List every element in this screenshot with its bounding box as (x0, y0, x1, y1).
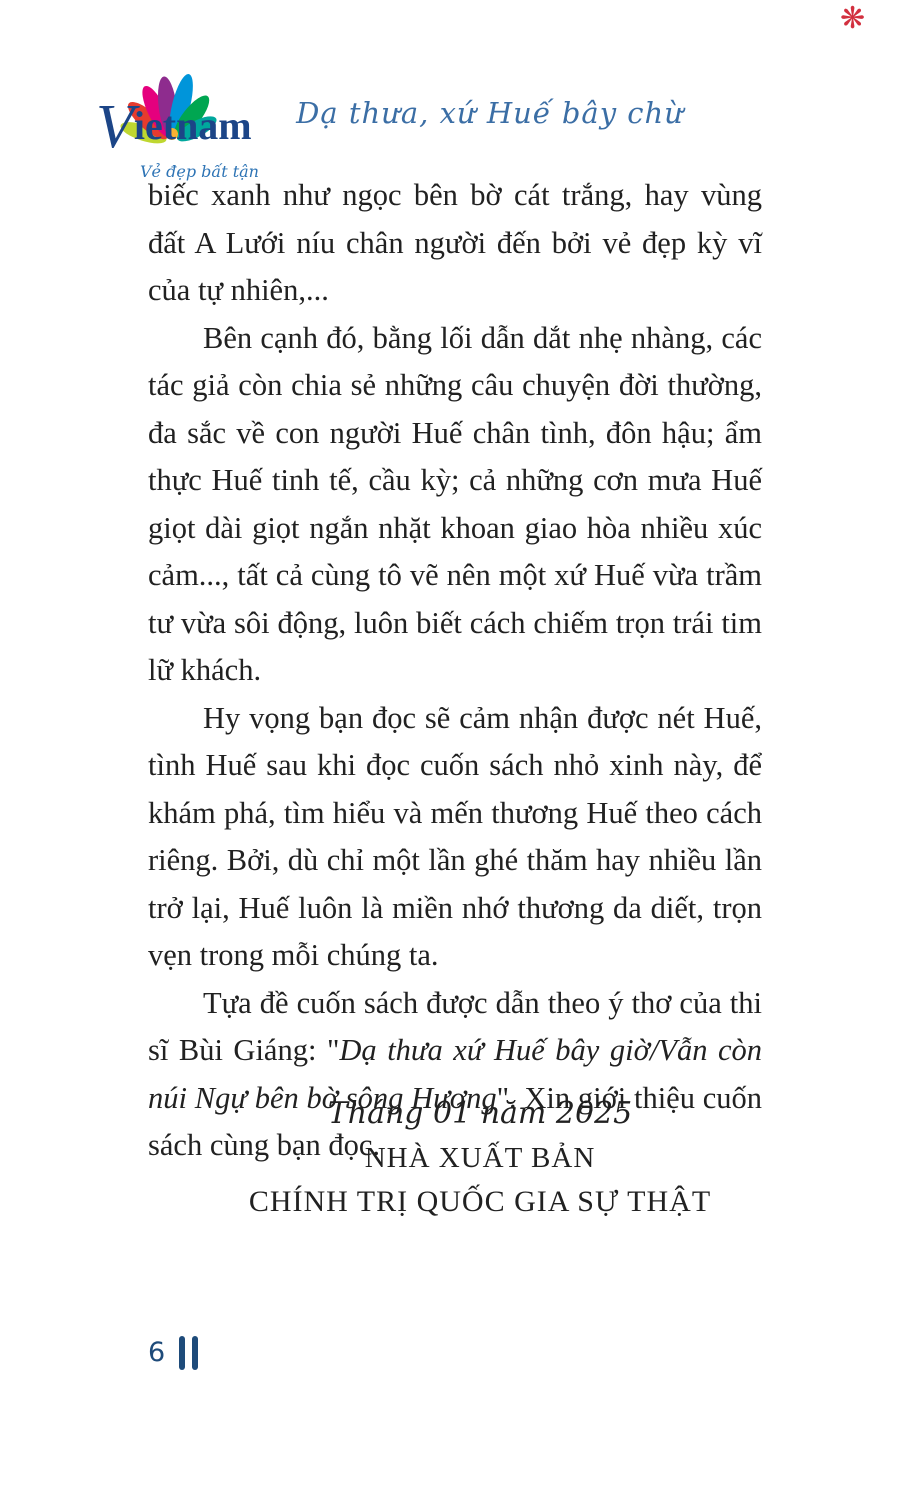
flower-asterisk-icon: ❋ (840, 1, 866, 36)
logo-tagline: Vẻ đẹp bất tận (140, 162, 259, 181)
logo-wordmark (96, 93, 252, 161)
running-header-title: Dạ thưa, xứ Huế bây chừ (296, 96, 684, 130)
signature-block (148, 1092, 812, 1224)
vietnam-tourism-logo (96, 66, 296, 186)
publisher-name-line2: CHÍNH TRỊ QUỐC GIA SỰ THẬT (248, 1185, 712, 1218)
body-text-block (148, 172, 762, 1170)
paragraph-4-poem-quote: Dạ thưa xứ Huế bây giờ/Vẫn còn núi Ngự bên bờ sông Hương (148, 1033, 762, 1115)
logo-letter-v: V (96, 93, 134, 161)
page-number: 6 (148, 1337, 166, 1368)
paragraph-1: biếc xanh như ngọc bên bờ cát trắng, hay vùng đất A Lưới níu chân người đến bởi vẻ đẹp kỳ vĩ của tự nhiên,... (148, 178, 762, 307)
paragraph-3: Hy vọng bạn đọc sẽ cảm nhận được nét Huế, tình Huế sau khi đọc cuốn sách nhỏ xinh này, để khám phá, tìm hiểu và mến thương Huế theo cách riêng. Bởi, dù chỉ một lần ghé thăm hay nhiều lần trở lại, Huế luôn là miền nhớ thương da diết, trọn vẹn trong mỗi chúng ta. (148, 700, 762, 972)
page-footer (148, 1336, 198, 1370)
paragraph-4-suffix: ". Xin giới thiệu cuốn sách cùng bạn đọc. (148, 1080, 762, 1162)
publisher-name-line1: NHÀ XUẤT BẢN (364, 1142, 596, 1174)
paragraph-4-prefix: Tựa đề cuốn sách được dẫn theo ý thơ của thi sĩ Bùi Giáng: " (148, 985, 762, 1067)
footer-double-bar-icon (179, 1336, 198, 1370)
logo-letters-rest: ietnam (133, 103, 252, 148)
signature-date: Tháng 01 năm 2025 (327, 1096, 633, 1131)
paragraph-2: Bên cạnh đó, bằng lối dẫn dắt nhẹ nhàng, các tác giả còn chia sẻ những câu chuyện đời thường, đa sắc về con người Huế chân tình, đôn hậu; ẩm thực Huế tinh tế, cầu kỳ; cả những cơn mưa Huế giọt dài giọt ngắn nhặt khoan giao hòa nhiều xúc cảm..., tất cả cùng tô vẽ nên một xứ Huế vừa trầm tư vừa sôi động, luôn biết cách chiếm trọn trái tim lữ khách. (148, 320, 762, 687)
